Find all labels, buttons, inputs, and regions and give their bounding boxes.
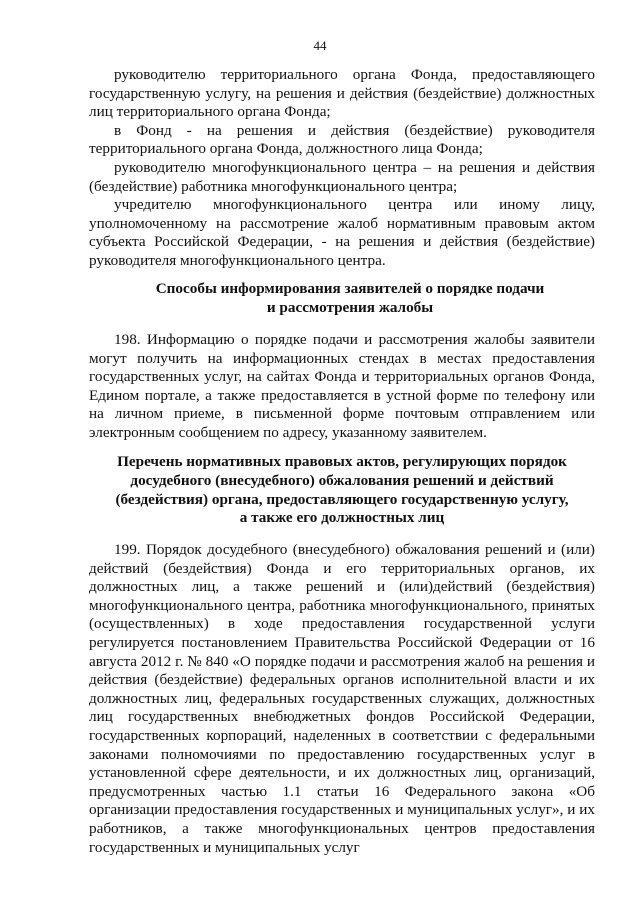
paragraph-199: 199. Порядок досудебного (внесудебного) обжалования решений и (или) действий (бездействия) Фонда и его территориальных органов, их должностных лиц, а также решений и (или)действий (бездействия) многофункционального центра, работника многофункционального, принятых (осуществленных) в ходе предоставления государственной услуги регулируется постановлением Правительства Российской Федерации от 16 августа 2012 г. № 840 «О порядке подачи и рассмотрения жалоб на решения и действия (бездействие) федеральных органов исполнительной власти и их должностных лиц, федеральных государственных служащих, должностных лиц государственных внебюджетных фондов Российской Федерации, государственных корпораций, наделенных в соответствии с федеральными законами полномочиями по предоставлению государственных услуг в установленной сфере деятельности, и их должностных лиц, организаций, предусмотренных частью 1.1 статьи 16 Федерального закона «Об организации предоставления государственных и муниципальных услуг», и их работников, а также многофункциональных центров предоставления государственных и муниципальных услуг: [89, 541, 595, 856]
paragraph-198: 198. Информацию о порядке подачи и рассмотрения жалобы заявители могут получить на информационных стендах в местах предоставления государственных услуг, на сайтах Фонда и территориальных органов Фонда, Едином портале, а также предоставляется в устной форме по телефону или на личном приеме, в письменной форме почтовым отправлением или электронным сообщением по адресу, указанному заявителем.: [89, 331, 595, 441]
section-heading: Перечень нормативных правовых актов, регулирующих порядок досудебного (внесудебного) обжалования решений и действий (бездействия) органа, предоставляющего государственную услугу, а также его должностных лиц: [115, 453, 569, 527]
paragraph: учредителю многофункционального центра или иному лицу, уполномоченному на рассмотрение жалоб нормативным правовым актом субъекта Российской Федерации, - на решения и действия (бездействие) руководителя многофункционального центра.: [89, 196, 595, 269]
paragraph-198-wrap: [89, 331, 595, 443]
paragraph: руководителю многофункционального центра – на решения и действия (бездействие) работника многофункционального центра;: [89, 158, 595, 195]
section-heading-1-wrap: [150, 280, 550, 318]
paragraph: в Фонд - на решения и действия (бездействие) руководителя территориального органа Фонда, должностного лица Фонда;: [89, 121, 595, 158]
section-heading: Способы информирования заявителей о порядке подачи и рассмотрения жалобы: [155, 280, 545, 316]
section-heading-2-wrap: [112, 453, 572, 528]
top-paragraphs: [89, 66, 595, 271]
paragraph: руководителю территориального органа Фонда, предоставляющего государственную услугу, на решения и действия (бездействие) должностных лиц территориального органа Фонда;: [89, 66, 595, 121]
page-number: 44: [313, 38, 327, 53]
paragraph-199-wrap: [89, 541, 595, 857]
